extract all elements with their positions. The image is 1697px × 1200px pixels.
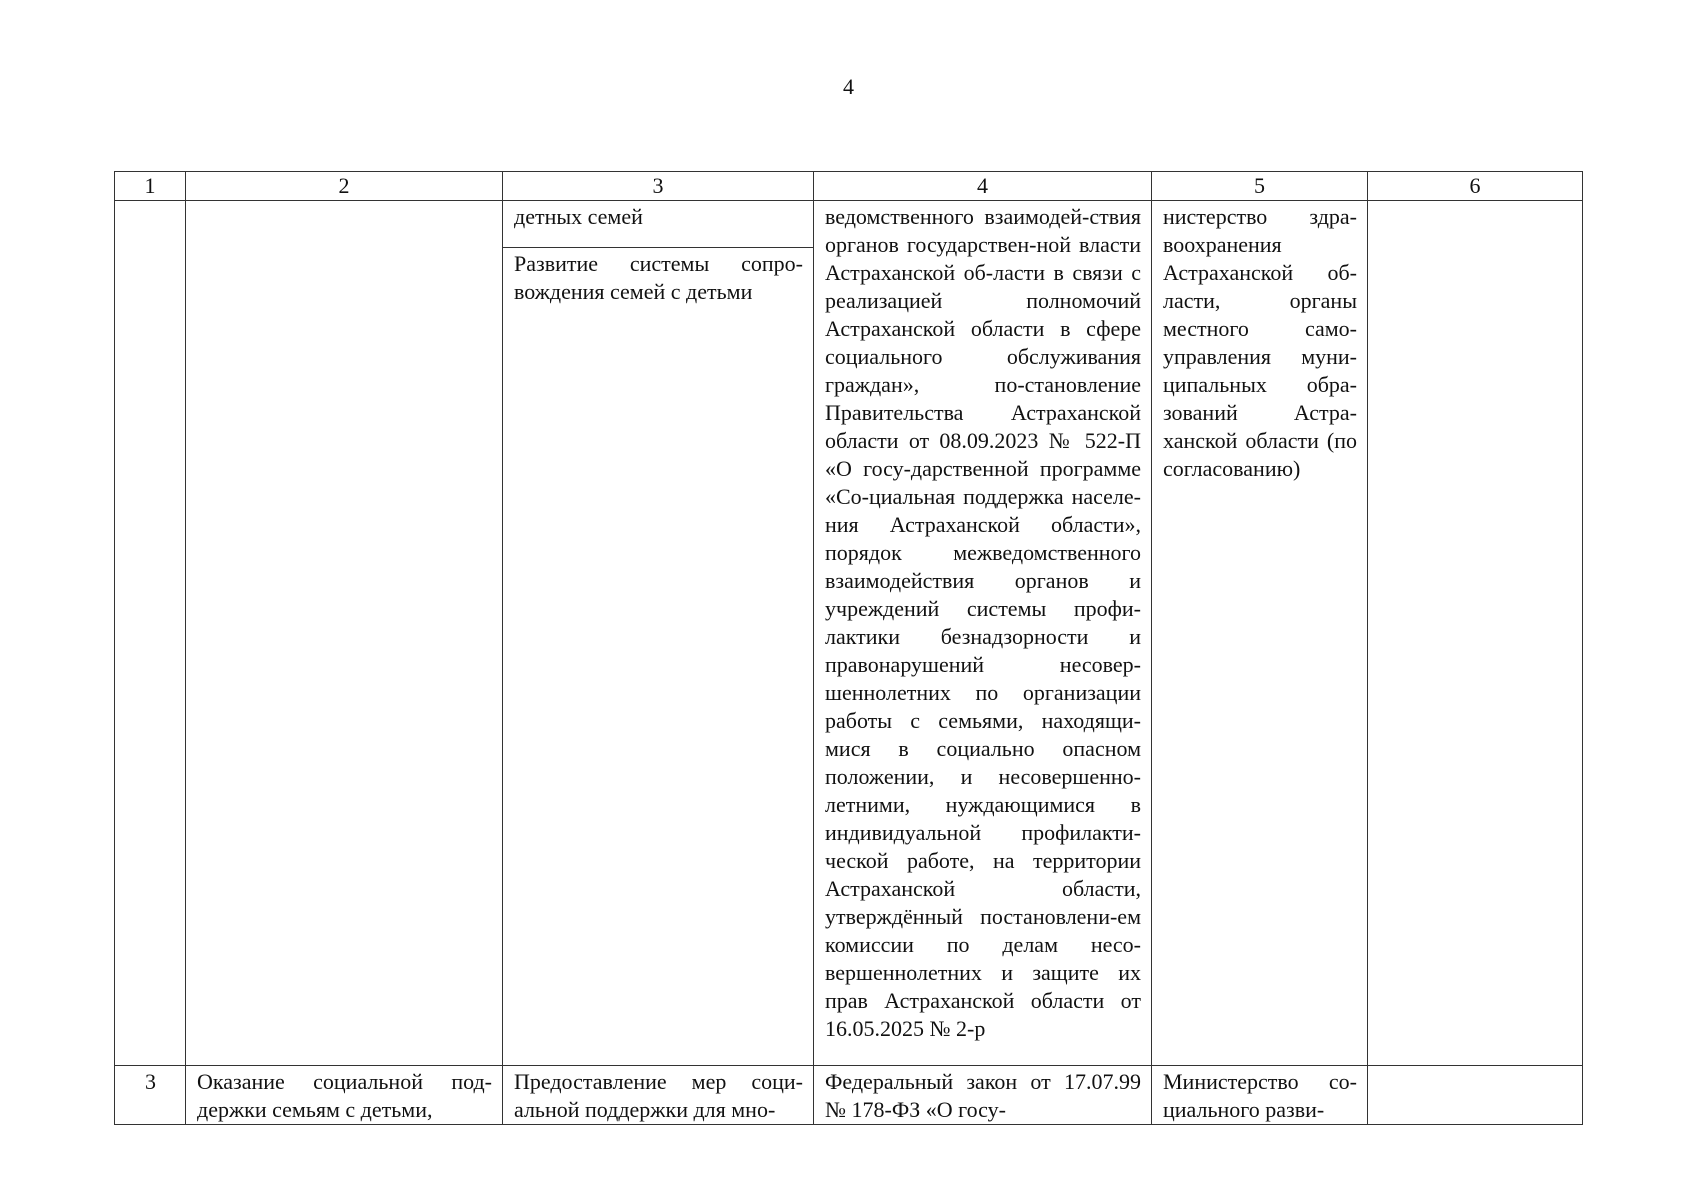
cell-tasks (503, 201, 814, 1066)
cell-responsible (1152, 1066, 1368, 1125)
column-header-1: 1 (115, 172, 186, 201)
table-row-3 (115, 1066, 1583, 1125)
responsible-text: нистерство здра-воохранения Астраханской об-ласти, органы местного само-управления муни-ципальных обра-зований Астра-ханской области (по согласованию) (1163, 204, 1357, 481)
table-row-continued (115, 201, 1583, 1066)
cell-legal-basis (814, 201, 1152, 1066)
measure-text: Оказание социальной под-держки семьям с детьми, (197, 1069, 492, 1122)
column-header-3: 3 (503, 172, 814, 201)
cell-notes (1368, 201, 1583, 1066)
task-text-2: Развитие системы сопро-вождения семей с детьми (503, 247, 813, 306)
cell-measure (186, 201, 503, 1066)
cell-measure (186, 1066, 503, 1125)
row-number: 3 (145, 1069, 156, 1094)
table-header-row (115, 172, 1583, 201)
column-header-5: 5 (1152, 172, 1368, 201)
column-header-2: 2 (186, 172, 503, 201)
task-text-1: детных семей (514, 204, 643, 229)
task-text: Предоставление мер соци-альной поддержки для мно- (514, 1069, 803, 1122)
legal-basis-text: ведомственного взаимодей-ствия органов государствен-ной власти Астраханской об-ласти в связи с реализацией полномочий Астраханской области в сфере социального обслуживания граждан», по-становление Правительства Астраханской области от 08.09.2023 № 522-П «О госу-дарственной программе «Со-циальная поддержка населе-ния Астраханской области», порядок межведомственного взаимодействия органов и учреждений системы профи-лактики безнадзорности и правонарушений несовер-шеннолетних по организации работы с семьями, находящи-мися в социально опасном положении, и несовершенно-летними, нуждающимися в индивидуальной профилакти-ческой работе, на территории Астраханской области, утверждённый постановлени-ем комиссии по делам несо-вершеннолетних и защите их прав Астраханской области от 16.05.2025 № 2-р (825, 204, 1141, 1041)
column-header-4: 4 (814, 172, 1152, 201)
column-header-6: 6 (1368, 172, 1583, 201)
cell-legal-basis (814, 1066, 1152, 1125)
document-table (114, 171, 1583, 1125)
cell-number (115, 201, 186, 1066)
responsible-text: Министерство со-циального разви- (1163, 1069, 1357, 1122)
cell-tasks (503, 1066, 814, 1125)
page-number: 4 (843, 74, 854, 99)
legal-basis-text: Федеральный закон от 17.07.99 № 178-ФЗ «О госу- (825, 1069, 1141, 1122)
cell-number (115, 1066, 186, 1125)
cell-notes (1368, 1066, 1583, 1125)
cell-responsible (1152, 201, 1368, 1066)
